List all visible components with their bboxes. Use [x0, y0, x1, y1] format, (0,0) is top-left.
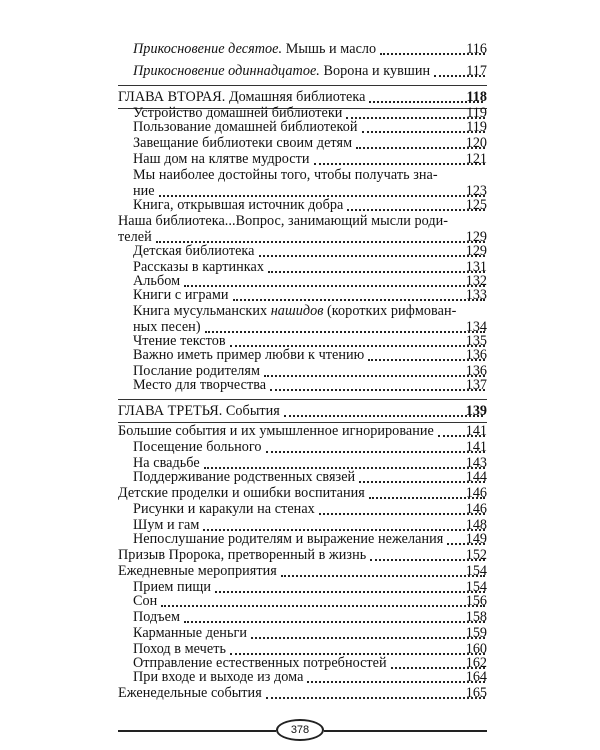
page-number: 141	[465, 439, 487, 455]
toc-entry-title-text: ГЛАВА ТРЕТЬЯ. События	[118, 403, 280, 419]
page-number: 125	[465, 197, 487, 213]
toc-entry	[0, 40, 600, 62]
toc-entry-title-italic: Прикосновение десятое.	[133, 41, 283, 57]
page-number: 123	[465, 183, 487, 199]
toc-entry-title-text: (коротких рифмован-	[323, 303, 457, 319]
toc-entry-title-text: Шум и гам	[133, 517, 200, 533]
toc-entry-title-text: ние	[133, 183, 155, 199]
toc-entry	[0, 376, 600, 398]
toc-entry-title	[118, 684, 262, 702]
toc-entry-title-text: Мышь и масло	[282, 41, 377, 57]
page-number: 152	[465, 547, 487, 563]
page-number: 139	[465, 403, 487, 419]
toc-entry-title-text: Завещание библиотеки своим детям	[133, 135, 353, 151]
toc-entry-title-text: Ворона и кувшин	[319, 63, 431, 79]
page-number: 135	[465, 333, 487, 349]
page-number: 143	[465, 455, 487, 471]
dot-leader	[184, 621, 485, 623]
page-number: 164	[465, 669, 487, 685]
toc-entry-title-text: Карманные деньги	[133, 625, 247, 641]
toc-entry-title-text: Подъем	[133, 609, 181, 625]
dot-leader	[161, 605, 485, 607]
page-number: 141	[465, 423, 487, 439]
toc-entry-title	[133, 62, 430, 80]
page-number: 136	[465, 347, 487, 363]
page-number: 144	[465, 469, 487, 485]
toc-entry-title-italic: нашидов	[270, 303, 324, 319]
footer-rule-left	[118, 730, 276, 732]
page-number: 162	[465, 655, 487, 671]
page-number: 132	[465, 273, 487, 289]
toc-entry-title-text: Альбом	[133, 273, 181, 289]
page-number: 159	[465, 625, 487, 641]
toc-entry-title-text: Чтение текстов	[133, 333, 226, 349]
toc-entry-title-text: Рисунки и каракули на стенах	[133, 501, 315, 517]
toc-entry-title-text: Ежедневные мероприятия	[118, 563, 277, 579]
toc-entry-title-text: На свадьбе	[133, 455, 200, 471]
toc-entry-title-text: ГЛАВА ВТОРАЯ. Домашняя библиотека	[118, 89, 366, 105]
section-divider	[118, 399, 487, 400]
page-number: 158	[465, 609, 487, 625]
toc-entry-title	[118, 402, 280, 420]
toc-entry-title	[133, 376, 266, 394]
toc-entry-title-text: Еженедельные события	[118, 685, 262, 701]
toc-entry-title-text: Место для творчества	[133, 377, 267, 393]
page-number: 120	[465, 135, 487, 151]
page-number: 154	[465, 563, 487, 579]
toc-entry-title-text: Сон	[133, 593, 158, 609]
toc-entry-title	[133, 40, 376, 58]
toc-entry	[0, 62, 600, 84]
page-number: 133	[465, 287, 487, 303]
toc-entry-title-text: Поход в мечеть	[133, 641, 226, 657]
page-number: 165	[465, 685, 487, 701]
toc-entry-title-text: Книга мусульманских	[133, 303, 271, 319]
toc-entry-title-text: Наш дом на клятве мудрости	[133, 151, 310, 167]
toc-entry	[0, 684, 600, 706]
page-number: 149	[465, 531, 487, 547]
toc-entry-title-text: Пользование домашней библиотекой	[133, 119, 358, 135]
chapter-heading	[0, 402, 600, 424]
toc-entry-title-text: Наша библиотека...Вопрос, занимающий мысли роди-	[118, 213, 449, 229]
toc-entry-title-text: Детские проделки и ошибки воспитания	[118, 485, 365, 501]
page-number: 118	[466, 89, 487, 105]
toc-entry-title-text: Прием пищи	[133, 579, 211, 595]
page-number: 146	[465, 501, 487, 517]
page-number: 134	[465, 319, 487, 335]
toc-entry-title-text: Большие события и их умышленное игнорирование	[118, 423, 434, 439]
page-number: 146	[465, 485, 487, 501]
toc-entry-title-text: Отправление естественных потребностей	[133, 655, 387, 671]
toc-entry-title-text: Детская библиотека	[133, 243, 255, 259]
page-number: 119	[466, 119, 487, 135]
toc-entry-title-text: телей	[118, 229, 152, 245]
page-number: 119	[466, 105, 487, 121]
page-number: 156	[465, 593, 487, 609]
toc-entry-title-text: Книги с играми	[133, 287, 229, 303]
page-number: 116	[466, 41, 487, 57]
page-number: 160	[465, 641, 487, 657]
page-folio: 378	[276, 719, 324, 741]
page-number: 129	[465, 243, 487, 259]
footer-rule-right	[324, 730, 487, 732]
toc-entry-title-italic: Прикосновение одиннадцатое.	[133, 63, 320, 79]
toc-entry-title-text: Книга, открывшая источник добра	[133, 197, 344, 213]
toc-entry-title-text: Устройство домашней библиотеки	[133, 105, 343, 121]
page-number: 131	[465, 259, 487, 275]
toc-entry-title-text: ных песен)	[133, 319, 201, 335]
toc-entry-title-text: При входе и выходе из дома	[133, 669, 304, 685]
toc-entry-title-text: Посещение больного	[133, 439, 262, 455]
page-number: 121	[465, 151, 487, 167]
toc-entry-title-text: Призыв Пророка, претворенный в жизнь	[118, 547, 367, 563]
page-number: 137	[465, 377, 487, 393]
toc-entry-title-text: Важно иметь пример любви к чтению	[133, 347, 365, 363]
section-divider	[118, 85, 487, 86]
page-number: 148	[465, 517, 487, 533]
page-number: 154	[465, 579, 487, 595]
toc-entry-title-text: Рассказы в картинках	[133, 259, 265, 275]
page-number: 136	[465, 363, 487, 379]
page-number: 117	[466, 63, 487, 79]
toc-entry-title-text: Поддерживание родственных связей	[133, 469, 356, 485]
toc-entry-title-text: Непослушание родителям и выражение нежелания	[133, 531, 444, 547]
toc-entry-title-text: Послание родителям	[133, 363, 260, 379]
page-number: 129	[465, 229, 487, 245]
toc-entry-title-text: Мы наиболее достойны того, чтобы получать зна-	[133, 167, 438, 183]
